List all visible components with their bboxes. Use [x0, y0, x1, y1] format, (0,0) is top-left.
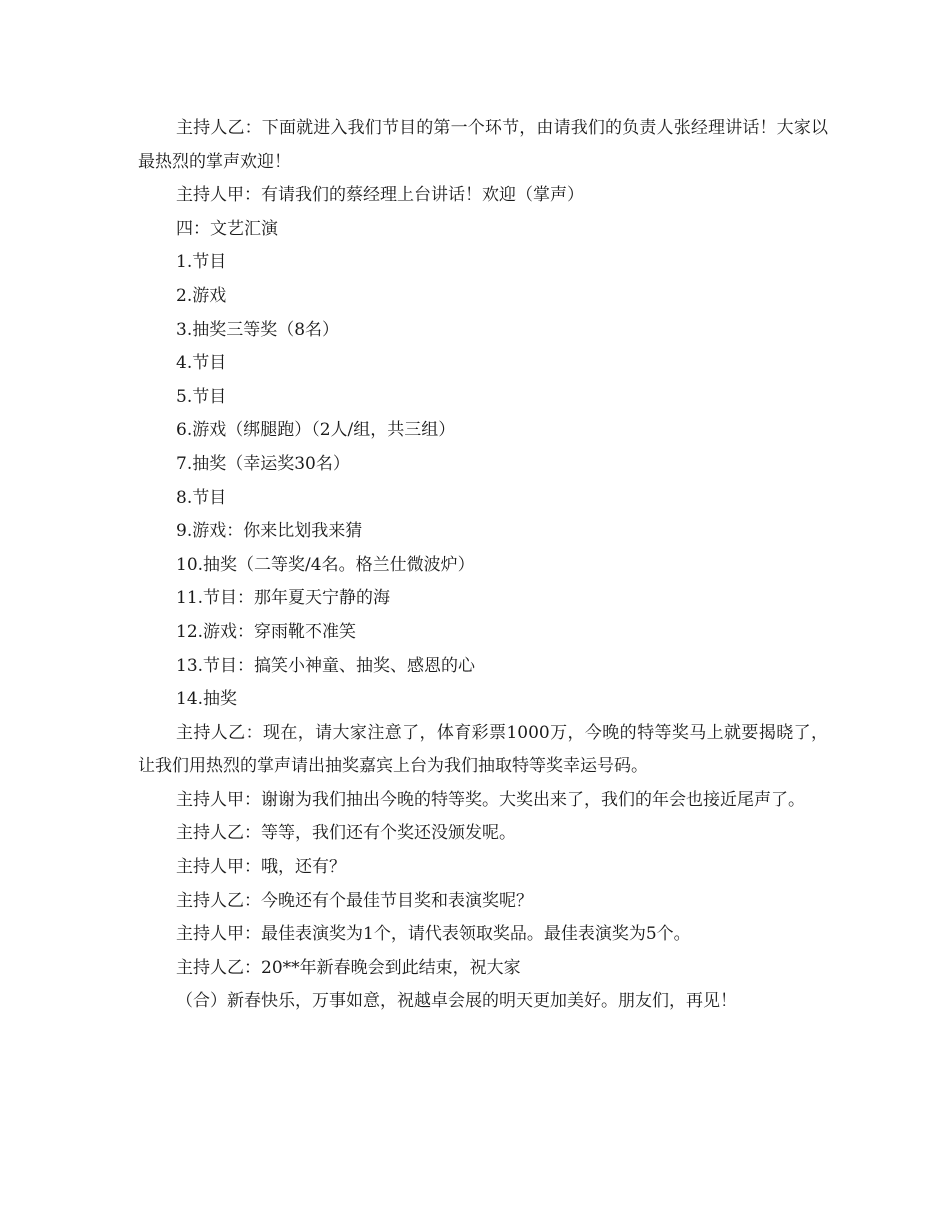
program-item: 4.节目: [176, 353, 227, 374]
program-item: 14.抽奖: [176, 689, 238, 710]
section-heading: 四：文艺汇演: [176, 218, 278, 239]
program-item: 10.抽奖（二等奖/4名。格兰仕微波炉）: [176, 554, 475, 575]
program-item: 7.抽奖（幸运奖30名）: [176, 453, 350, 474]
host-a-invite-paragraph: 主持人甲：有请我们的蔡经理上台讲话！欢迎（掌声）: [176, 185, 584, 206]
program-item: 2.游戏: [176, 285, 227, 306]
dialogue-line: 主持人乙：等等，我们还有个奖还没颁发呢。: [176, 823, 516, 844]
host-b-opening-paragraph: 主持人乙：下面就进入我们节目的第一个环节，由请我们的负责人张经理讲话！大家以最热烈的掌声欢迎！: [138, 118, 828, 172]
program-item: 12.游戏：穿雨靴不准笑: [176, 621, 357, 642]
host-b-grand-prize-paragraph: 主持人乙：现在，请大家注意了，体育彩票1000万，今晚的特等奖马上就要揭晓了，让我们用热烈的掌声请出抽奖嘉宾上台为我们抽取特等奖幸运号码。: [138, 722, 828, 777]
program-item: 9.游戏：你来比划我来猜: [176, 521, 363, 542]
dialogue-line: 主持人乙：今晚还有个最佳节目奖和表演奖呢？: [176, 890, 533, 911]
host-a-thanks-paragraph: 主持人甲：谢谢为我们抽出今晚的特等奖。大奖出来了，我们的年会也接近尾声了。: [176, 789, 805, 810]
dialogue-line: 主持人甲：最佳表演奖为1个，请代表领取奖品。最佳表演奖为5个。: [176, 924, 691, 945]
program-item: 3.抽奖三等奖（8名）: [176, 319, 340, 340]
program-item: 1.节目: [176, 252, 227, 273]
closing-line: （合）新春快乐，万事如意，祝越卓会展的明天更加美好。朋友们，再见！: [176, 991, 737, 1012]
program-item: 13.节目：搞笑小神童、抽奖、感恩的心: [176, 655, 476, 676]
program-item: 8.节目: [176, 487, 227, 508]
dialogue-line: 主持人乙：20**年新春晚会到此结束，祝大家: [176, 957, 521, 978]
program-item: 6.游戏（绑腿跑）（2人/组，共三组）: [176, 420, 456, 441]
program-item: 11.节目：那年夏天宁静的海: [176, 588, 391, 609]
program-item: 5.节目: [176, 386, 227, 407]
document-body: [138, 112, 828, 1019]
dialogue-line: 主持人甲：哦，还有？: [176, 857, 346, 878]
